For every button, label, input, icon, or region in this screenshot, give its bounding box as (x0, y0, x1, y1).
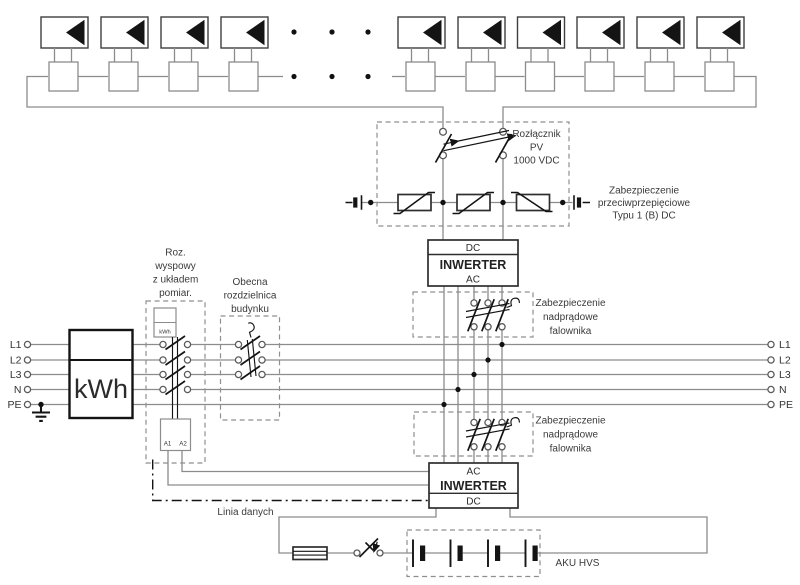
surge-protection-label: Zabezpieczenie (608, 185, 680, 197)
pv-module-icon (577, 17, 624, 91)
surge-protection-label: Typu 1 (B) DC (612, 210, 676, 222)
inverter-pv-box (428, 240, 518, 286)
pv-module-icon (101, 17, 148, 91)
energy-meter (70, 330, 133, 418)
building-switchboard-label: Obecna (232, 277, 268, 288)
inverter-name: INWERTER (439, 258, 507, 272)
surge-protection-label: przeciwprzepięciowe (597, 198, 691, 209)
bus-label-right: PE (779, 399, 794, 411)
inverter-battery-box (429, 463, 518, 508)
breaker-icon (466, 298, 519, 331)
battery-label: AKU HVS (555, 558, 600, 569)
contactor-icon (160, 336, 191, 419)
bus-label-left: PE (7, 399, 22, 411)
island-section-label: Roz. (165, 247, 186, 259)
inverter-name: INWERTER (440, 479, 507, 493)
inverter-dc-label: DC (465, 243, 481, 254)
overcurrent-upper-label: falownika (549, 326, 592, 337)
pv-switch-icon (436, 128, 516, 162)
data-line-label: Linia danych (217, 507, 274, 518)
pv-module-icon (398, 17, 445, 91)
bus-label-right: L1 (779, 339, 791, 351)
earth-terminal-left-icon (346, 195, 362, 209)
overcurrent-lower-label: falownika (549, 443, 592, 455)
overcurrent-upper-label: nadprądowe (542, 312, 599, 323)
pv-module-icon (518, 17, 565, 91)
pv-module-icon (41, 17, 88, 91)
building-switchboard (221, 277, 280, 420)
island-switch-section (146, 248, 205, 464)
breaker-icon (466, 418, 519, 451)
bus-label-right: N (779, 384, 787, 396)
bus-label-left: L1 (9, 339, 22, 351)
sub-meter-label: kWh (159, 329, 171, 336)
island-section-label: pomiar. (159, 288, 192, 299)
bus-label-left: L2 (9, 354, 22, 367)
ac-and-battery-wires (31, 286, 768, 553)
pv-disconnector-label: 1000 VDC (513, 155, 560, 167)
pv-module-icon (161, 17, 208, 91)
overcurrent-breaker-upper (413, 292, 606, 337)
energy-meter-label: kWh (74, 374, 128, 404)
overcurrent-lower-label: Zabezpieczenie (535, 415, 606, 427)
pv-module-icon (697, 17, 744, 91)
coil-terminal-a2: A2 (179, 440, 187, 448)
pv-disconnector-label: Rozłącznik (512, 129, 561, 140)
wiring (27, 77, 768, 554)
bus-label-left: L3 (9, 369, 22, 381)
earth-terminal-right-icon (574, 195, 590, 209)
data-line (153, 460, 429, 519)
building-breaker-icon (235, 323, 265, 380)
inverter-ac-label: AC (466, 274, 480, 286)
island-section-label: wyspowy (155, 261, 196, 272)
pv-module-icon (221, 17, 268, 91)
inverter-ac-label: AC (466, 466, 481, 478)
pv-array (41, 17, 744, 91)
inverter-dc-label: DC (466, 496, 481, 508)
building-switchboard-label: budynku (231, 304, 269, 315)
bus-label-right: L3 (779, 369, 791, 381)
coil-terminal-a1: A1 (163, 440, 172, 448)
pv-disconnector-label: PV (529, 142, 544, 154)
bus-label-right: L2 (779, 354, 791, 367)
battery-switch-icon (354, 539, 383, 558)
overcurrent-lower-label: nadprądowe (542, 429, 599, 441)
string-ellipsis-dots (291, 29, 370, 79)
bus-label-left: N (13, 384, 22, 396)
fuse-icon (293, 547, 327, 560)
pv-module-icon (637, 17, 684, 91)
pv-module-icon (458, 17, 505, 91)
overcurrent-upper-label: Zabezpieczenie (535, 298, 606, 309)
overcurrent-breaker-lower (414, 412, 606, 456)
surge-protection-section (346, 186, 691, 222)
island-section-label: z układem (152, 274, 199, 286)
building-switchboard-label: rozdzielnica (223, 290, 277, 302)
